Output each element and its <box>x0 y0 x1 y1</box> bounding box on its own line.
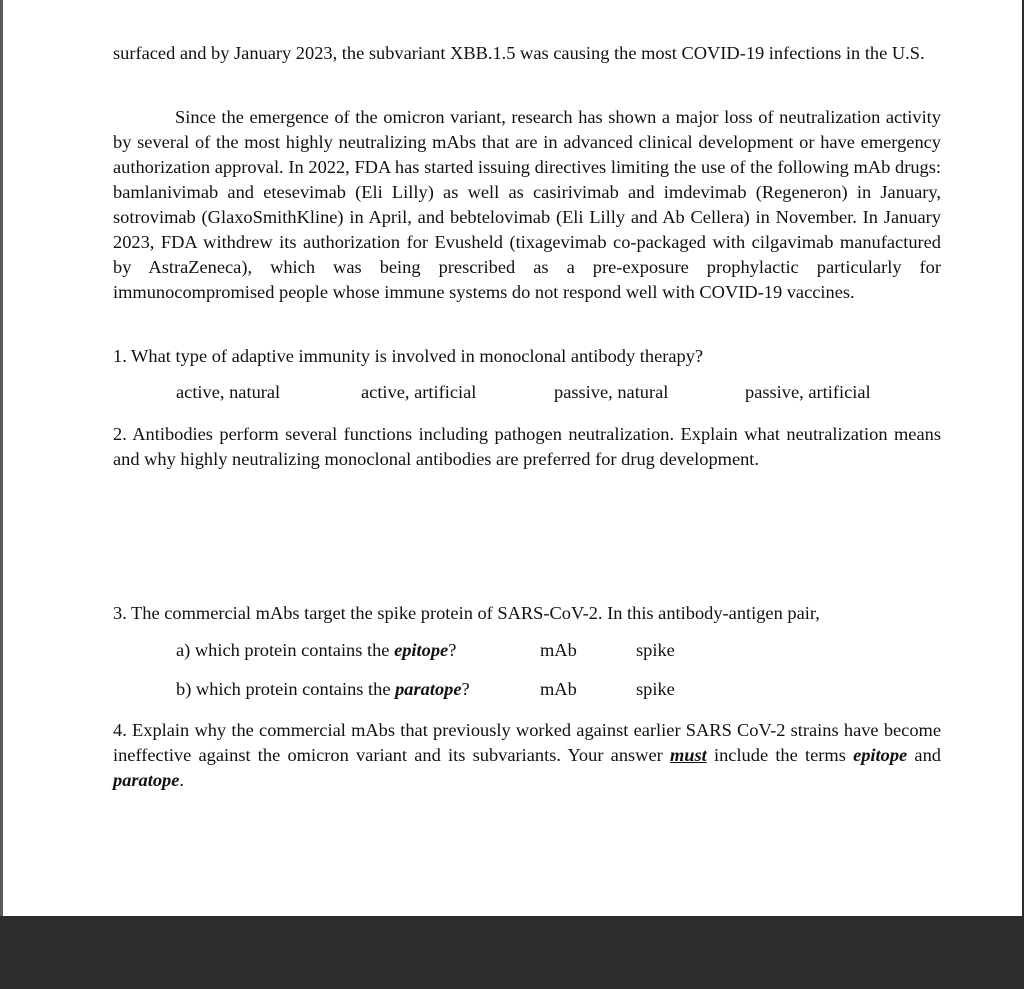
paragraph-intro: surfaced and by January 2023, the subvariant XBB.1.5 was causing the most COVID-19 infections in the U.S. <box>113 43 925 63</box>
question-4-part2: include the terms <box>706 745 854 765</box>
viewer-bottom-bar <box>0 916 1024 989</box>
choice-active-artificial: active, artificial <box>361 382 477 402</box>
question-3a-prefix: a) which protein contains the <box>176 640 395 660</box>
question-3a <box>176 640 456 661</box>
question-3a-option-mab: mAb <box>540 640 577 660</box>
question-4-must: must <box>669 745 707 765</box>
question-4-end: . <box>179 770 185 790</box>
choice-passive-artificial: passive, artificial <box>745 382 871 402</box>
question-3a-term: epitope <box>394 640 449 660</box>
question-4-part1: 4. Explain why the commercial mAbs that previously worked against earlier SARS CoV-2 strains have become ineffective against the omicron variant and its subvariants. Your answer <box>113 720 941 765</box>
question-2: 2. Antibodies perform several functions including pathogen neutralization. Explain what neutralization means and why highly neutralizing monoclonal antibodies are preferred for drug development. <box>113 424 941 469</box>
question-1-choices <box>3 382 1024 408</box>
paragraph-mab-history: Since the emergence of the omicron variant, research has shown a major loss of neutralization activity by several of the most highly neutralizing mAbs that are in advanced clinical development or have emergency authorization approval. In 2022, FDA has started issuing directives limiting the use of the following mAb drugs: bamlanivimab and etesevimab (Eli Lilly) as well as casirivimab and imdevimab (Regeneron) in January, sotrovimab (GlaxoSmithKline) in April, and bebtelovimab (Eli Lilly and Ab Cellera) in November. In January 2023, FDA withdrew its authorization for Evusheld (tixagevimab co-packaged with cilgavimab manufactured by AstraZeneca), which was being prescribed as a pre-exposure prophylactic particularly for immunocompromised people whose immune systems do not respond well with COVID-19 vaccines. <box>113 107 941 302</box>
question-4-term-epitope: epitope <box>853 745 908 765</box>
question-3b-option-mab: mAb <box>540 679 577 699</box>
question-3: 3. The commercial mAbs target the spike protein of SARS-CoV-2. In this antibody-antigen pair, <box>113 603 820 623</box>
question-3b-term: paratope <box>395 679 462 699</box>
choice-active-natural: active, natural <box>176 382 281 402</box>
question-1: 1. What type of adaptive immunity is involved in monoclonal antibody therapy? <box>113 346 704 366</box>
question-3b-prefix: b) which protein contains the <box>176 679 396 699</box>
question-4-and: and <box>907 745 941 765</box>
question-4-term-paratope: paratope <box>113 770 180 790</box>
question-3a-option-spike: spike <box>636 640 675 660</box>
question-3b <box>176 679 470 700</box>
question-3b-option-spike: spike <box>636 679 675 699</box>
question-4 <box>113 718 941 793</box>
choice-passive-natural: passive, natural <box>554 382 669 402</box>
question-3b-suffix: ? <box>461 679 470 699</box>
question-3a-suffix: ? <box>448 640 457 660</box>
